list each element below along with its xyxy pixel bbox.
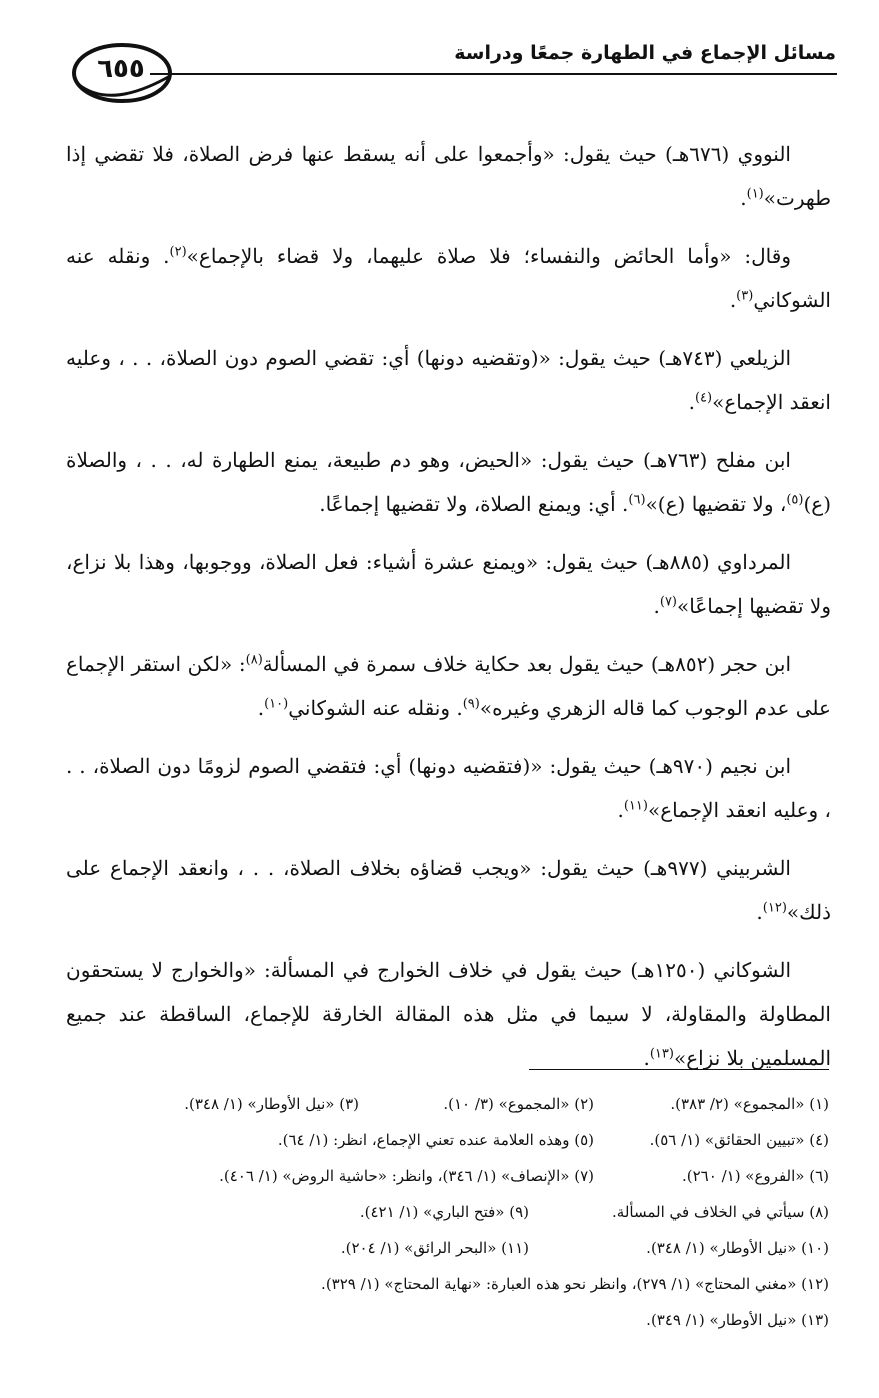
paragraph-text: . — [729, 288, 737, 312]
paragraph-text: . — [688, 390, 695, 414]
paragraph-text: . — [617, 798, 624, 822]
footnote-12: (١٢) «مغني المحتاج» (١/ ٢٧٩)، وانظر نحو هذه العبارة: «نهاية المحتاج» (١/ ٣٢٩). — [321, 1275, 829, 1293]
body-text — [66, 132, 831, 1094]
paragraph-text: . — [653, 594, 660, 618]
footnote-ref[interactable]: (٦) — [628, 492, 646, 508]
footnote-7: (٧) «الإنصاف» (١/ ٣٤٦)، وانظر: «حاشية الروض» (١/ ٤٠٦). — [219, 1167, 594, 1185]
paragraph-text: ابن مفلح (٧٦٣هـ) حيث يقول: «الحيض، وهو دم طبيعة، يمنع الطهارة له، . . ، والصلاة (ع) — [66, 448, 831, 516]
paragraph-ibn-muflih — [66, 438, 831, 526]
footnote-2: (٢) «المجموع» (٣/ ١٠). — [443, 1095, 594, 1113]
footnote-ref[interactable]: (١٢) — [762, 900, 787, 916]
footnote-row — [60, 1302, 829, 1338]
footnote-10: (١٠) «نيل الأوطار» (١/ ٣٤٨). — [646, 1239, 829, 1257]
footnote-9: (٩) «فتح الباري» (١/ ٤٢١). — [359, 1203, 529, 1221]
footnote-ref[interactable]: (١٣) — [649, 1046, 674, 1062]
paragraph-text: : «لكن استقر الإجماع على عدم الوجوب كما قاله الزهري وغيره» — [66, 652, 831, 720]
paragraph-nawawi — [66, 132, 831, 220]
paragraph-text: النووي (٦٧٦هـ) حيث يقول: «وأجمعوا على أنه يسقط عنها فرض الصلاة، فلا تقضي إذا طهرت» — [66, 142, 831, 210]
paragraph-text: المرداوي (٨٨٥هـ) حيث يقول: «ويمنع عشرة أشياء: فعل الصلاة، ووجوبها، وهذا بلا نزاع، ولا تقضيها إجماعًا» — [66, 550, 831, 618]
paragraph-text: . — [643, 1046, 650, 1070]
paragraph-text: وقال: «وأما الحائض والنفساء؛ فلا صلاة عليهما، ولا قضاء بالإجماع» — [186, 244, 791, 268]
paragraph-text: ، ولا تقضيها (ع)» — [645, 492, 787, 516]
running-header-title: مسائل الإجماع في الطهارة جمعًا ودراسة — [454, 42, 836, 64]
paragraph-waqal — [66, 234, 831, 322]
paragraph-text: . — [257, 696, 265, 720]
paragraph-ibn-nujaym — [66, 744, 831, 832]
footnote-ref[interactable]: (٨) — [245, 652, 263, 668]
paragraph-text: الشوكاني (١٢٥٠هـ) حيث يقول في خلاف الخوارج في المسألة: «والخوارج لا يستحقون المطاولة والمقاولة، لا سيما في مثل هذه المقالة الخارقة للإجماع، الساقطة عند جميع المسلمين بلا نزاع» — [66, 958, 831, 1070]
footnote-row — [60, 1086, 829, 1122]
paragraph-text: الشربيني (٩٧٧هـ) حيث يقول: «ويجب قضاؤه بخلاف الصلاة، . . ، وانعقد الإجماع على ذلك» — [66, 856, 831, 924]
paragraph-shawkani — [66, 948, 831, 1080]
footnote-ref[interactable]: (٧) — [659, 594, 677, 610]
paragraph-text: . ونقله عنه الشوكاني — [66, 244, 831, 312]
paragraph-text: الزيلعي (٧٤٣هـ) حيث يقول: «(وتقضيه دونها) أي: تقضي الصوم دون الصلاة، . . ، وعليه انعقد الإجماع» — [66, 346, 831, 414]
footnote-row — [60, 1266, 829, 1302]
footnote-ref[interactable]: (٢) — [169, 244, 187, 260]
footnote-ref[interactable]: (٥) — [786, 492, 804, 508]
footnote-1: (١) «المجموع» (٢/ ٣٨٣). — [670, 1095, 829, 1113]
footnote-4: (٤) «تبيين الحقائق» (١/ ٥٦). — [649, 1131, 829, 1149]
footnote-8: (٨) سيأتي في الخلاف في المسألة. — [612, 1203, 829, 1221]
footnote-ref[interactable]: (٤) — [694, 390, 713, 406]
footnote-separator — [529, 1069, 829, 1070]
footnote-ref[interactable]: (١) — [746, 186, 764, 202]
page-number: ٦٥٥ — [97, 54, 145, 84]
footnote-5: (٥) وهذه العلامة عنده تعني الإجماع، انظر: (١/ ٦٤). — [277, 1131, 594, 1149]
footnote-row — [60, 1194, 829, 1230]
paragraph-text: ابن حجر (٨٥٢هـ) حيث يقول بعد حكاية خلاف سمرة في المسألة — [262, 652, 792, 676]
paragraph-text: . — [740, 186, 747, 210]
footnote-row — [60, 1230, 829, 1266]
paragraph-zaylai — [66, 336, 831, 424]
footnote-ref[interactable]: (٩) — [462, 696, 480, 712]
footnote-6: (٦) «الفروع» (١/ ٢٦٠). — [682, 1167, 829, 1185]
paragraph-shirbini — [66, 846, 831, 934]
paragraph-text: ابن نجيم (٩٧٠هـ) حيث يقول: «(فتقضيه دونها) أي: فتقضي الصوم لزومًا دون الصلاة، . . ، وعليه انعقد الإجماع» — [66, 754, 831, 822]
footnote-13: (١٣) «نيل الأوطار» (١/ ٣٤٩). — [646, 1311, 829, 1329]
footnote-row — [60, 1158, 829, 1194]
footnote-row — [60, 1122, 829, 1158]
paragraph-mardawi — [66, 540, 831, 628]
paragraph-text: . ونقله عنه الشوكاني — [288, 696, 463, 720]
paragraph-text: . — [756, 900, 763, 924]
header-rule — [150, 73, 837, 75]
footnote-11: (١١) «البحر الرائق» (١/ ٢٠٤). — [340, 1239, 529, 1257]
footnote-ref[interactable]: (١١) — [623, 798, 648, 814]
footnote-ref[interactable]: (١٠) — [264, 696, 289, 712]
footnote-ref[interactable]: (٣) — [736, 288, 754, 304]
footnotes — [60, 1086, 829, 1338]
paragraph-text: . أي: ويمنع الصلاة، ولا تقضيها إجماعًا. — [319, 492, 629, 516]
paragraph-ibn-hajar — [66, 642, 831, 730]
footnote-3: (٣) «نيل الأوطار» (١/ ٣٤٨). — [184, 1095, 359, 1113]
